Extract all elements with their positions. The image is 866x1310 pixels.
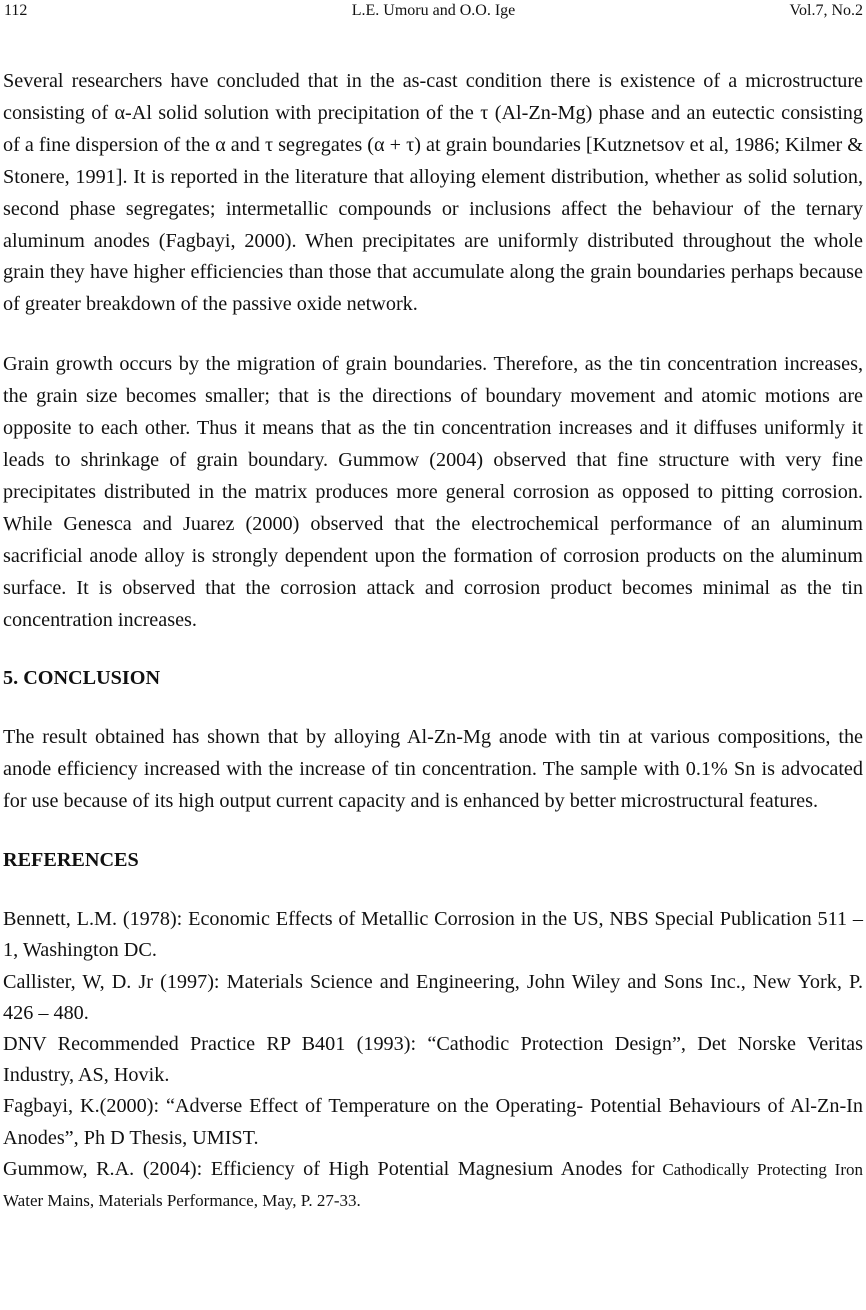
journal-volume: Vol.7, No.2 bbox=[789, 2, 863, 19]
section-heading-conclusion: 5. CONCLUSION bbox=[3, 667, 161, 690]
reference-last-main: Gummow, R.A. (2004): Efficiency of High Potential Magnesium Anodes for bbox=[3, 1157, 655, 1180]
reference-item: Fagbayi, K.(2000): “Adverse Effect of Temperature on the Operating- Potential Behaviours of Al-Zn-In Anodes”, Ph D Thesis, UMIST. bbox=[3, 1095, 863, 1149]
body-paragraph-2: Grain growth occurs by the migration of grain boundaries. Therefore, as the tin concentration increases, the grain size becomes smaller; that is the directions of boundary movement and atomic motions are opposite to each other. Thus it means that as the tin concentration increases and it diffuses uniformly it leads to shrinkage of grain boundary. Gummow (2004) observed that fine structure with very fine precipitates distributed in the matrix produces more general corrosion as opposed to pitting corrosion. While Genesca and Juarez (2000) observed that the electrochemical performance of an aluminum sacrificial anode alloy is strongly dependent upon the formation of corrosion products on the aluminum surface. It is observed that the corrosion attack and corrosion product becomes minimal as the tin concentration increases. bbox=[3, 353, 863, 631]
running-authors: L.E. Umoru and O.O. Ige bbox=[351, 2, 516, 19]
section-heading-references: REFERENCES bbox=[3, 849, 139, 872]
reference-item: DNV Recommended Practice RP B401 (1993): “Cathodic Protection Design”, Det Norske Veritas Industry, AS, Hovik. bbox=[3, 1032, 863, 1087]
reference-last-small: Cathodically Protecting Iron Water Mains, Materials Performance, May, P. 27-33. bbox=[3, 1159, 863, 1210]
reference-item: Callister, W, D. Jr (1997): Materials Science and Engineering, John Wiley and Sons Inc., New York, P. 426 – 480. bbox=[3, 970, 863, 1024]
page-body bbox=[3, 66, 863, 1216]
running-header bbox=[4, 0, 863, 28]
reference-item: Bennett, L.M. (1978): Economic Effects of Metallic Corrosion in the US, NBS Special Publication 511 – 1, Washington DC. bbox=[3, 908, 863, 962]
reference-item-last bbox=[3, 1154, 863, 1216]
page-number: 112 bbox=[4, 2, 28, 19]
body-paragraph-1: Several researchers have concluded that in the as-cast condition there is existence of a microstructure consisting of α-Al solid solution with precipitation of the τ (Al-Zn-Mg) phase and an eutectic consisting of a fine dispersion of the α and τ segregates (α + τ) at grain boundaries [Kutznetsov et al, 1986; Kilmer & Stonere, 1991]. It is reported in the literature that alloying element distribution, whether as solid solution, second phase segregates; intermetallic compounds or inclusions affect the behaviour of the ternary aluminum anodes (Fagbayi, 2000). When precipitates are uniformly distributed throughout the whole grain they have higher efficiencies than those that accumulate along the grain boundaries perhaps because of greater breakdown of the passive oxide network. bbox=[3, 70, 863, 316]
reference-list bbox=[3, 904, 863, 1216]
conclusion-paragraph: The result obtained has shown that by alloying Al-Zn-Mg anode with tin at various compositions, the anode efficiency increased with the increase of tin concentration. The sample with 0.1% Sn is advocated for use because of its high output current capacity and is enhanced by better microstructural features. bbox=[3, 726, 863, 813]
